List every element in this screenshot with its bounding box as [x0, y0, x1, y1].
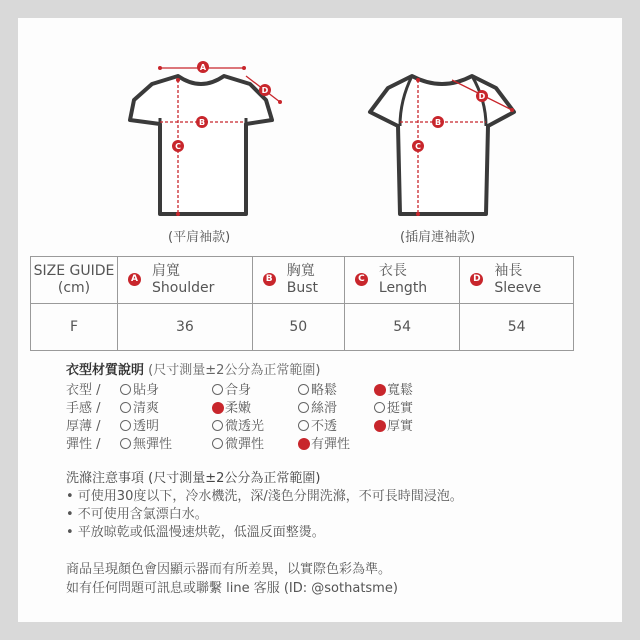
material-option: [298, 400, 337, 418]
selected-dot-icon: [374, 384, 386, 396]
material-option-label: 合身: [225, 383, 252, 398]
svg-text:B: B: [198, 118, 206, 127]
care-section: [66, 470, 463, 542]
material-option: [120, 436, 172, 454]
raglan-marker-b: [432, 116, 444, 128]
material-heading: [66, 362, 320, 382]
marker-d-icon: D: [470, 273, 483, 286]
selected-dot-icon: [298, 438, 310, 450]
size-guide-label: [31, 257, 118, 304]
material-option-label: 絲滑: [311, 401, 338, 416]
care-item: • 平放晾乾或低溫慢速烘乾，低溫反面整燙。: [66, 525, 325, 540]
material-option: [298, 418, 337, 436]
material-option-label: 無彈性: [133, 437, 173, 452]
material-option: [120, 418, 159, 436]
empty-circle-icon: [120, 402, 131, 413]
material-option-label: 透明: [133, 419, 160, 434]
flat-marker-a: [197, 61, 209, 73]
value-sleeve: 54: [460, 304, 574, 351]
material-option-label: 有彈性: [311, 437, 351, 452]
material-row: [66, 400, 414, 418]
svg-text:A: A: [199, 63, 207, 72]
empty-circle-icon: [212, 438, 223, 449]
care-item: • 不可使用含氯漂白水。: [66, 507, 208, 522]
size-guide-table: [30, 256, 574, 351]
material-option-label: 挺實: [387, 401, 414, 416]
empty-circle-icon: [298, 384, 309, 395]
material-row: [66, 382, 414, 400]
flat-shoulder-caption: (平肩袖款): [168, 230, 231, 245]
material-note: (尺寸測量±2公分為正常範圍): [148, 363, 321, 378]
material-option: [212, 436, 264, 454]
empty-circle-icon: [212, 420, 223, 431]
material-row-label: 衣型 /: [66, 383, 101, 398]
svg-text:C: C: [415, 142, 421, 151]
raglan-marker-c: [412, 140, 424, 152]
empty-circle-icon: [298, 402, 309, 413]
size-guide-title: SIZE GUIDE: [33, 263, 115, 279]
marker-b-icon: B: [263, 273, 276, 286]
material-row-label: 厚薄 /: [66, 419, 101, 434]
column-length: [344, 257, 459, 304]
color-disclaimer: 商品呈現顏色會因顯示器而有所差異，以實際色彩為準。: [66, 562, 392, 577]
card-notch-left: [0, 312, 8, 328]
marker-a-icon: A: [128, 273, 141, 286]
value-bust: 50: [252, 304, 344, 351]
value-length: 54: [344, 304, 459, 351]
material-row-label: 彈性 /: [66, 437, 101, 452]
material-option-label: 柔嫩: [225, 401, 252, 416]
material-option: [298, 436, 350, 454]
material-option: [298, 382, 337, 400]
column-bust-en: Bust: [286, 280, 318, 296]
svg-text:C: C: [175, 142, 181, 151]
material-option-label: 微透光: [225, 419, 265, 434]
material-option: [212, 418, 264, 436]
column-shoulder: [118, 257, 253, 304]
empty-circle-icon: [120, 384, 131, 395]
material-row-label: 手感 /: [66, 401, 101, 416]
column-bust: [252, 257, 344, 304]
material-option: [212, 400, 251, 418]
material-option: [120, 382, 159, 400]
selected-dot-icon: [374, 420, 386, 432]
material-option: [120, 400, 159, 418]
empty-circle-icon: [212, 384, 223, 395]
material-option: [374, 418, 413, 436]
card-notch-right: [632, 312, 640, 328]
material-option: [374, 382, 413, 400]
material-option-label: 不透: [311, 419, 338, 434]
value-shoulder: 36: [118, 304, 253, 351]
column-shoulder-zh: 肩寬: [152, 263, 180, 279]
empty-circle-icon: [120, 438, 131, 449]
material-row: [66, 418, 414, 436]
material-option: [212, 382, 251, 400]
empty-circle-icon: [374, 402, 385, 413]
contact-info: 如有任何問題可訊息或聯繫 line 客服 (ID: @sothatsme): [66, 581, 398, 596]
material-option-label: 寬鬆: [387, 383, 414, 398]
column-length-en: Length: [378, 280, 428, 296]
flat-marker-c: [172, 140, 184, 152]
care-title: 洗滌注意事項 (尺寸測量±2公分為正常範圍): [66, 471, 321, 486]
size-name: F: [31, 304, 118, 351]
svg-text:D: D: [478, 92, 486, 101]
column-bust-zh: 胸寬: [286, 263, 315, 279]
column-sleeve-zh: 袖長: [494, 263, 523, 279]
svg-text:D: D: [261, 86, 269, 95]
column-sleeve: [460, 257, 574, 304]
column-length-zh: 衣長: [378, 263, 407, 279]
flat-marker-b: [196, 116, 208, 128]
flat-marker-d: [259, 84, 271, 96]
empty-circle-icon: [120, 420, 131, 431]
garment-diagrams: [0, 0, 640, 240]
size-guide-unit: (cm): [57, 280, 91, 296]
material-option-label: 貼身: [133, 383, 160, 398]
empty-circle-icon: [298, 420, 309, 431]
raglan-tee-diagram: [370, 76, 514, 216]
material-option-label: 厚實: [387, 419, 414, 434]
table-row: [31, 304, 574, 351]
footer-notes: [66, 560, 398, 598]
svg-text:B: B: [434, 118, 442, 127]
material-section: [66, 362, 414, 454]
raglan-marker-d: [476, 90, 488, 102]
material-title: 衣型材質說明: [66, 363, 145, 378]
column-sleeve-en: Sleeve: [494, 280, 542, 296]
material-row: [66, 436, 351, 454]
material-option: [374, 400, 413, 418]
size-guide-header-row: [31, 257, 574, 304]
raglan-caption: (插肩連袖款): [400, 230, 476, 245]
care-item: • 可使用30度以下，冷水機洗，深/淺色分開洗滌，不可長時間浸泡。: [66, 489, 463, 504]
selected-dot-icon: [212, 402, 224, 414]
material-option-label: 清爽: [133, 401, 160, 416]
material-option-label: 略鬆: [311, 383, 338, 398]
column-shoulder-en: Shoulder: [152, 280, 215, 296]
marker-c-icon: C: [355, 273, 368, 286]
material-rows: [66, 382, 414, 454]
material-option-label: 微彈性: [225, 437, 265, 452]
